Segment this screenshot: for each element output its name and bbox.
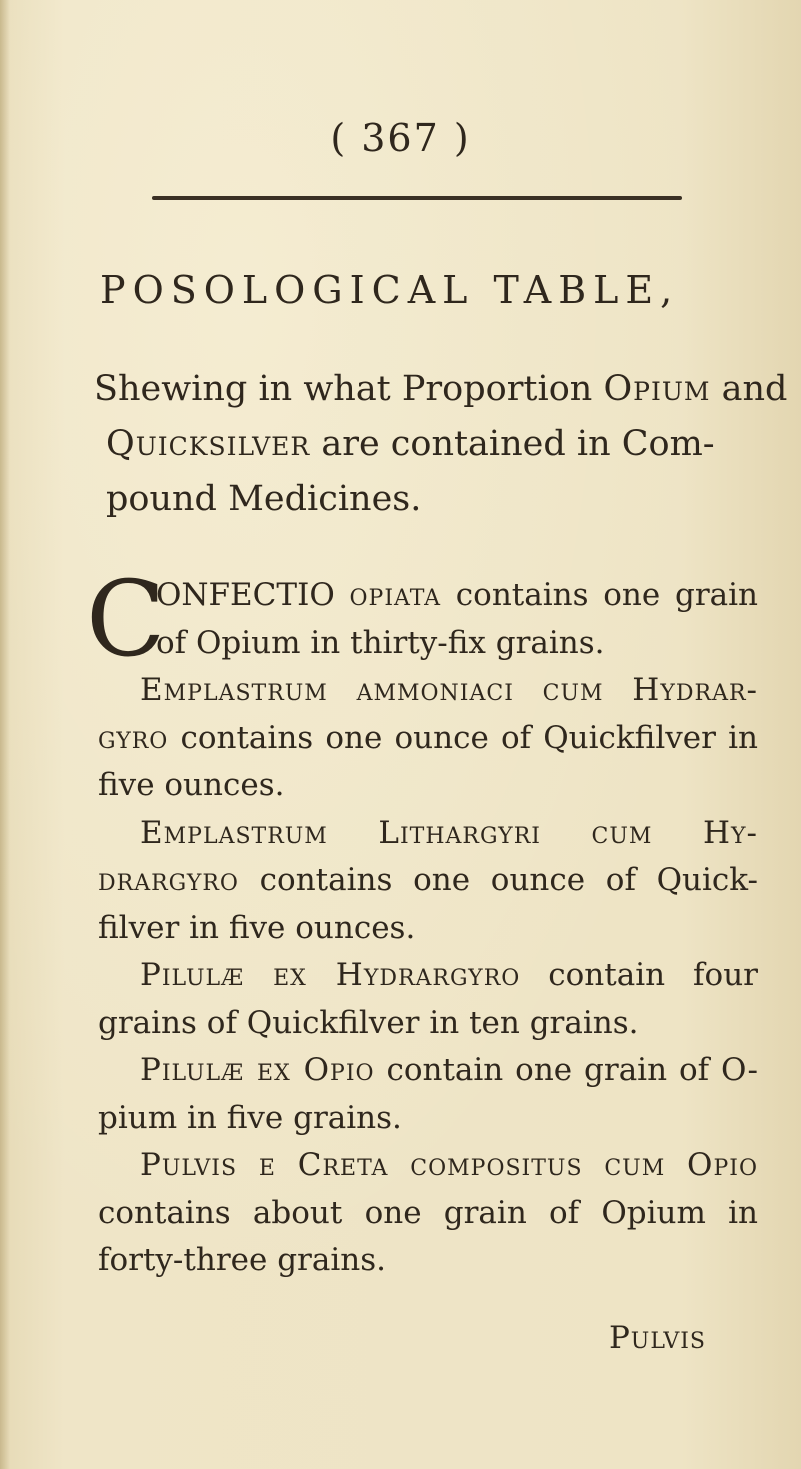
- drop-cap: C: [86, 558, 166, 680]
- subtitle-quicksilver: Quicksilver: [106, 424, 311, 464]
- entry-text: contains one ounce of Quickfilver in five ounces.: [98, 719, 758, 803]
- subtitle-line-3: pound Medicines.: [106, 479, 422, 519]
- entry-name: Emplastrum ammoniaci cum Hydrar-gyro: [98, 672, 758, 756]
- entry-name: Pilulæ ex Hydrargyro: [140, 957, 521, 993]
- catchword: Pulvis: [608, 1320, 706, 1356]
- entry-text: contain one grain of O-pium in five grains.: [98, 1052, 758, 1136]
- header-rule: [152, 196, 682, 200]
- page-binding-edge: [0, 0, 10, 1469]
- entry-pilulae-hydrargyro: [98, 952, 758, 1047]
- entry-pulvis-creta: [98, 1142, 758, 1285]
- entry-pilulae-opio: [98, 1047, 758, 1142]
- entry-text: contains one ounce of Quick-filver in five ounces.: [98, 862, 758, 946]
- entry-emplastrum-ammoniaci: [98, 667, 758, 810]
- subtitle-text: and: [710, 369, 788, 409]
- entry-confectio-opiata: [86, 558, 759, 680]
- subtitle: [94, 362, 788, 527]
- page-title: POSOLOGICAL TABLE,: [100, 268, 680, 312]
- entry-text: contains one grain of Opium in thirty-fix grains.: [156, 577, 759, 661]
- subtitle-line-2: [106, 417, 756, 472]
- entry-emplastrum-lithargyri: [98, 810, 758, 953]
- entry-name: Emplastrum Lithargyri cum Hy-drargyro: [98, 814, 758, 898]
- subtitle-line-1: [94, 362, 788, 417]
- subtitle-text: Shewing in what Proportion: [94, 369, 604, 409]
- entry-head: ONFECTIO: [156, 577, 335, 613]
- entries-list: [86, 558, 759, 1285]
- entry-name: Pilulæ ex Opio: [140, 1052, 375, 1088]
- entry-name: Pulvis e Creta compositus cum Opio: [140, 1147, 758, 1183]
- entry-name: opiata: [349, 577, 442, 613]
- subtitle-text: are contained in Com-: [310, 424, 715, 464]
- page-number: ( 367 ): [330, 116, 471, 160]
- entry-text: contain four grains of Quickfilver in ten grains.: [98, 957, 758, 1041]
- subtitle-opium: Opium: [603, 369, 711, 409]
- entry-text: contains about one grain of Opium in forty-three grains.: [98, 1194, 758, 1278]
